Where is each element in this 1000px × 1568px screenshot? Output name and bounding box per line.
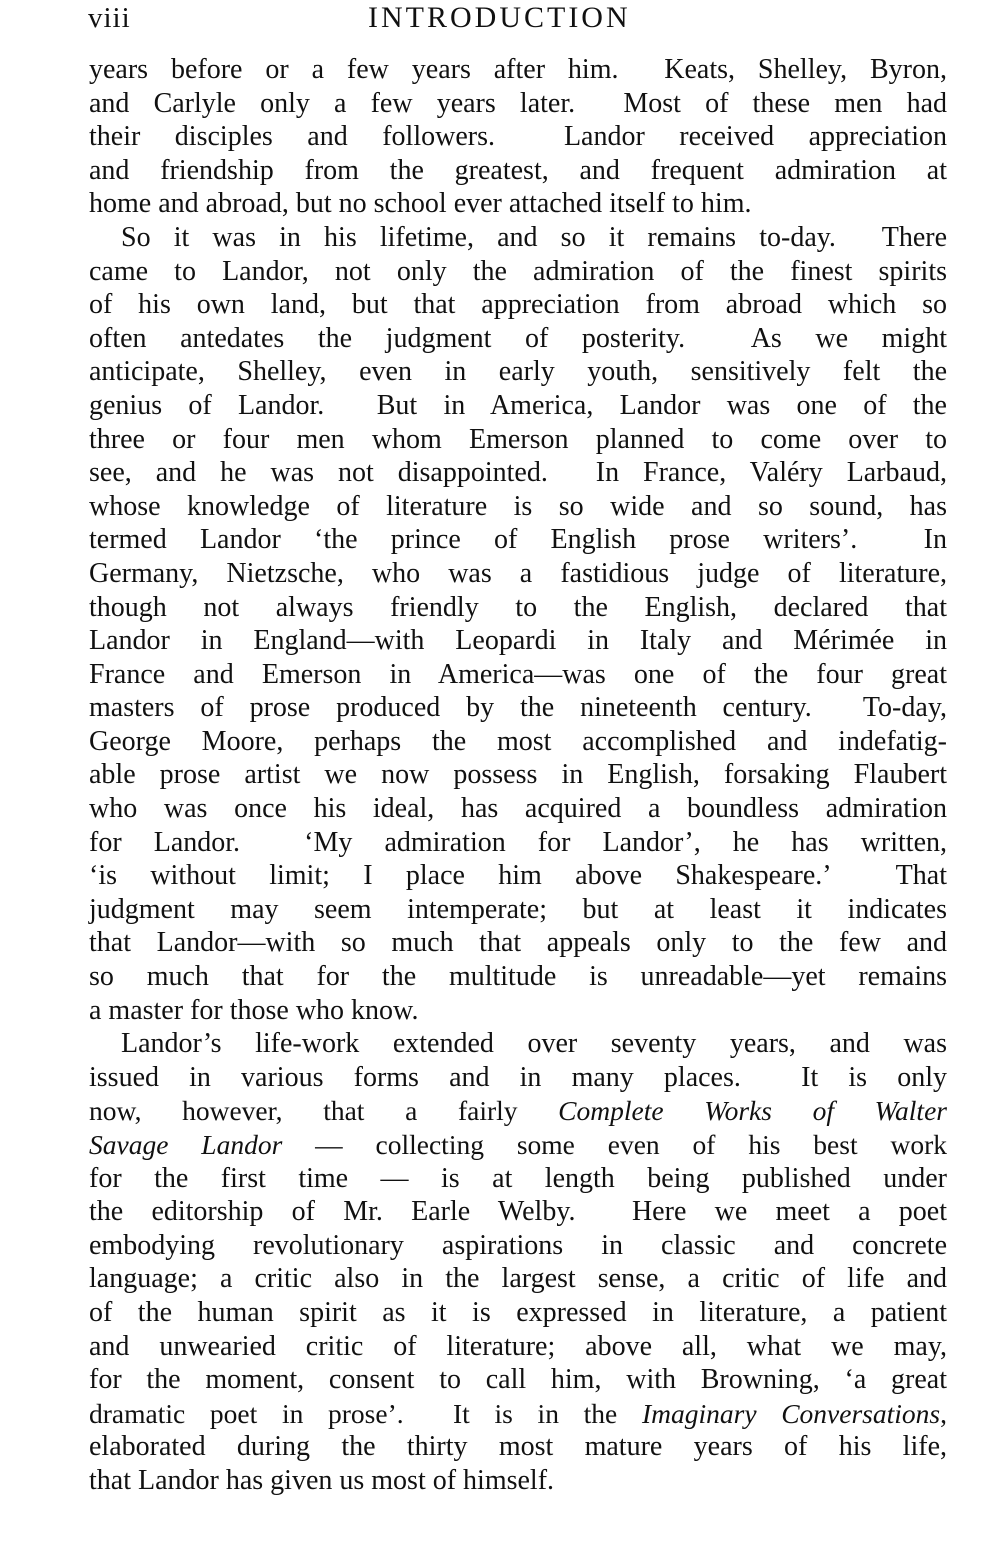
- running-title: INTRODUCTION: [368, 1, 631, 34]
- text-line: language; a critic also in the largest sense, a critic of life and: [89, 1263, 947, 1295]
- text-line: now, however, that a fairly Complete Works of Walter: [89, 1095, 947, 1127]
- text-line: George Moore, perhaps the most accomplished and indefatig-: [89, 725, 947, 757]
- text-line: So it was in his lifetime, and so it remains to-day. There: [121, 221, 947, 253]
- text-line: for Landor. ‘My admiration for Landor’, he has written,: [89, 826, 947, 858]
- text-line: genius of Landor. But in America, Landor was one of the: [89, 389, 947, 421]
- text-line: dramatic poet in prose’. It is in the Imaginary Conversations,: [89, 1397, 947, 1429]
- text-line: that Landor has given us most of himself.: [89, 1464, 555, 1496]
- text-line: whose knowledge of literature is so wide and so sound, has: [89, 490, 947, 522]
- text-line: so much that for the multitude is unreadable—yet remains: [89, 961, 947, 993]
- text-line: masters of prose produced by the nineteenth century. To-day,: [89, 692, 947, 724]
- text-line: see, and he was not disappointed. In France, Valéry Larbaud,: [89, 457, 947, 489]
- text-line: the editorship of Mr. Earle Welby. Here we meet a poet: [89, 1196, 947, 1228]
- text-line: and unwearied critic of literature; above all, what we may,: [89, 1330, 947, 1362]
- text-line: Germany, Nietzsche, who was a fastidious judge of literature,: [89, 557, 947, 589]
- text-line: years before or a few years after him. Keats, Shelley, Byron,: [89, 54, 947, 85]
- text-line: elaborated during the thirty most mature years of his life,: [89, 1431, 947, 1463]
- text-line: came to Landor, not only the admiration of the finest spirits: [89, 255, 947, 287]
- page-number: viii: [88, 2, 131, 34]
- text-line: though not always friendly to the English, declared that: [89, 591, 947, 623]
- book-title-italic: Savage Landor: [89, 1129, 283, 1160]
- text-line: Landor’s life-work extended over seventy years, and was: [121, 1028, 947, 1060]
- text-line: for the first time — is at length being published under: [89, 1162, 947, 1194]
- text-line: of the human spirit as it is expressed in literature, a patient: [89, 1296, 947, 1328]
- text-line: France and Emerson in America—was one of the four great: [89, 658, 947, 690]
- text-line: often antedates the judgment of posterity. As we might: [89, 322, 947, 354]
- text-line: Savage Landor — collecting some even of his best work: [89, 1129, 947, 1160]
- running-head: [88, 0, 944, 40]
- text-line: their disciples and followers. Landor received appreciation: [89, 121, 947, 153]
- text-line: home and abroad, but no school ever attached itself to him.: [89, 188, 752, 220]
- text-line: for the moment, consent to call him, with Browning, ‘a great: [89, 1364, 947, 1396]
- text-line: judgment may seem intemperate; but at least it indicates: [89, 893, 947, 925]
- text-line: ‘is without limit; I place him above Shakespeare.’ That: [89, 860, 947, 892]
- text-line: able prose artist we now possess in English, forsaking Flaubert: [89, 759, 947, 791]
- text-line: termed Landor ‘the prince of English prose writers’. In: [89, 524, 947, 556]
- book-title-italic: Complete Works of Walter: [558, 1095, 947, 1127]
- text-line: Landor in England—with Leopardi in Italy and Mérimée in: [89, 625, 947, 657]
- text-line: anticipate, Shelley, even in early youth, sensitively felt the: [89, 356, 947, 388]
- text-line: that Landor—with so much that appeals only to the few and: [89, 927, 947, 959]
- text-line: and friendship from the greatest, and frequent admiration at: [89, 154, 947, 186]
- text-line: three or four men whom Emerson planned to come over to: [89, 423, 947, 455]
- text-line: of his own land, but that appreciation from abroad which so: [89, 289, 947, 321]
- book-title-italic: Imaginary Conversations: [641, 1397, 941, 1429]
- text-line: issued in various forms and in many places. It is only: [89, 1061, 947, 1093]
- body-text: [89, 53, 947, 1498]
- text-line: a master for those who know.: [89, 994, 419, 1026]
- text-line: embodying revolutionary aspirations in classic and concrete: [89, 1229, 947, 1261]
- text-line: and Carlyle only a few years later. Most of these men had: [89, 87, 947, 119]
- text-line: who was once his ideal, has acquired a boundless admiration: [89, 793, 947, 825]
